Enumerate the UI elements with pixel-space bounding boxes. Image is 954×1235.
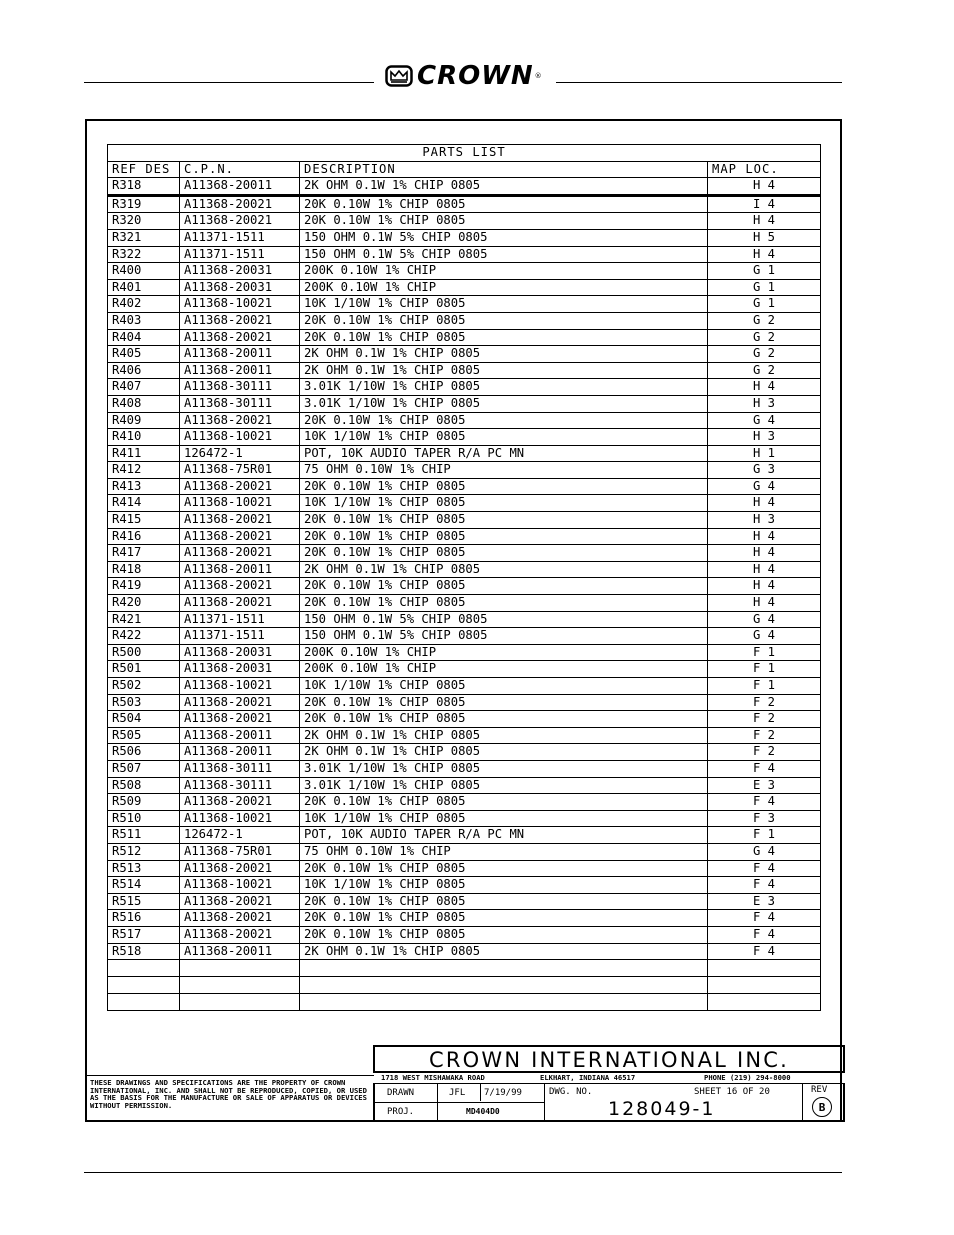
map-loc-cell: H 3 <box>708 429 821 446</box>
map-loc-cell: G 3 <box>708 462 821 479</box>
description-cell: 20K 0.10W 1% CHIP 0805 <box>300 926 708 943</box>
table-row <box>108 296 821 313</box>
table-row <box>108 495 821 512</box>
map-loc-cell: F 2 <box>708 711 821 728</box>
cpn-cell: A11368-20021 <box>180 478 300 495</box>
cpn-cell: A11368-10021 <box>180 678 300 695</box>
map-loc-cell: H 4 <box>708 178 821 196</box>
ref-des-cell: R509 <box>108 794 180 811</box>
table-row <box>108 727 821 744</box>
map-loc-cell: E 3 <box>708 893 821 910</box>
description-cell: 20K 0.10W 1% CHIP 0805 <box>300 794 708 811</box>
ref-des-cell: R512 <box>108 843 180 860</box>
table-row <box>108 346 821 363</box>
logo-text: CROWN <box>417 61 534 91</box>
table-row <box>108 395 821 412</box>
drawn-date: 7/19/99 <box>484 1088 522 1098</box>
ref-des-cell: R507 <box>108 760 180 777</box>
ref-des-cell: R506 <box>108 744 180 761</box>
crown-icon <box>385 65 413 87</box>
ref-des-cell: R420 <box>108 595 180 612</box>
ref-des-cell: R320 <box>108 213 180 230</box>
notice-divider <box>85 1075 374 1076</box>
table-row <box>108 229 821 246</box>
ref-des-cell: R503 <box>108 694 180 711</box>
ref-des-cell: R517 <box>108 926 180 943</box>
table-row <box>108 611 821 628</box>
description-cell: 2K OHM 0.1W 1% CHIP 0805 <box>300 178 708 196</box>
table-row <box>108 877 821 894</box>
map-loc-cell: H 4 <box>708 379 821 396</box>
table-row <box>108 760 821 777</box>
ref-des-cell: R502 <box>108 678 180 695</box>
table-row <box>108 462 821 479</box>
cpn-cell: 126472-1 <box>180 445 300 462</box>
table-row <box>108 711 821 728</box>
description-cell: 2K OHM 0.1W 1% CHIP 0805 <box>300 744 708 761</box>
ref-des-cell: R318 <box>108 178 180 196</box>
table-row <box>108 279 821 296</box>
map-loc-cell: F 1 <box>708 644 821 661</box>
table-row <box>108 661 821 678</box>
ref-des-cell: R405 <box>108 346 180 363</box>
table-row <box>108 777 821 794</box>
map-loc-cell: F 4 <box>708 877 821 894</box>
map-loc-cell: F 4 <box>708 910 821 927</box>
description-cell: 20K 0.10W 1% CHIP 0805 <box>300 329 708 346</box>
cpn-cell: A11368-20011 <box>180 744 300 761</box>
description-cell: 20K 0.10W 1% CHIP 0805 <box>300 312 708 329</box>
cpn-cell: A11368-20011 <box>180 561 300 578</box>
dwg-no-label: DWG. NO. <box>549 1087 593 1097</box>
description-cell: 20K 0.10W 1% CHIP 0805 <box>300 910 708 927</box>
description-cell: 150 OHM 0.1W 5% CHIP 0805 <box>300 246 708 263</box>
map-loc-cell: I 4 <box>708 195 821 213</box>
cpn-cell: A11368-20011 <box>180 362 300 379</box>
ref-des-cell: R409 <box>108 412 180 429</box>
ref-des-cell: R406 <box>108 362 180 379</box>
drawn-by: JFL <box>449 1088 466 1098</box>
header-rule-right <box>556 82 842 83</box>
ref-des-cell: R419 <box>108 578 180 595</box>
cpn-cell: A11368-10021 <box>180 429 300 446</box>
ref-des-cell: R514 <box>108 877 180 894</box>
proj-label: PROJ. <box>387 1107 415 1117</box>
table-row <box>108 694 821 711</box>
parts-list-blank-rows <box>108 960 821 1011</box>
cpn-cell: A11371-1511 <box>180 229 300 246</box>
description-cell: 2K OHM 0.1W 1% CHIP 0805 <box>300 727 708 744</box>
description-cell: 2K OHM 0.1W 1% CHIP 0805 <box>300 362 708 379</box>
table-row <box>108 478 821 495</box>
ref-des-cell: R404 <box>108 329 180 346</box>
map-loc-cell: F 1 <box>708 827 821 844</box>
ref-des-cell: R501 <box>108 661 180 678</box>
description-cell: 150 OHM 0.1W 5% CHIP 0805 <box>300 229 708 246</box>
ref-des-cell: R416 <box>108 528 180 545</box>
cpn-cell: A11368-20021 <box>180 893 300 910</box>
cpn-cell: A11368-20021 <box>180 195 300 213</box>
table-row <box>108 794 821 811</box>
map-loc-cell: G 4 <box>708 478 821 495</box>
description-cell: 10K 1/10W 1% CHIP 0805 <box>300 429 708 446</box>
map-loc-cell: H 4 <box>708 528 821 545</box>
map-loc-cell: F 2 <box>708 727 821 744</box>
description-cell: POT, 10K AUDIO TAPER R/A PC MN <box>300 445 708 462</box>
ref-des-cell: R408 <box>108 395 180 412</box>
table-row <box>108 512 821 529</box>
company-street: 1718 WEST MISHAWAKA ROAD <box>381 1073 485 1082</box>
description-cell: 150 OHM 0.1W 5% CHIP 0805 <box>300 628 708 645</box>
map-loc-cell: F 4 <box>708 860 821 877</box>
ref-des-cell: R511 <box>108 827 180 844</box>
table-row <box>108 810 821 827</box>
table-row <box>108 860 821 877</box>
cpn-cell: A11368-10021 <box>180 495 300 512</box>
table-row <box>108 644 821 661</box>
table-row <box>108 843 821 860</box>
cpn-cell: A11368-20021 <box>180 412 300 429</box>
ref-des-cell: R505 <box>108 727 180 744</box>
map-loc-cell: F 4 <box>708 926 821 943</box>
table-row <box>108 561 821 578</box>
cpn-cell: A11368-30111 <box>180 395 300 412</box>
map-loc-cell: H 4 <box>708 246 821 263</box>
map-loc-cell: F 2 <box>708 694 821 711</box>
table-row <box>108 429 821 446</box>
map-loc-cell: G 1 <box>708 279 821 296</box>
cpn-cell: A11368-20021 <box>180 711 300 728</box>
crown-logo <box>385 62 555 90</box>
map-loc-cell: H 3 <box>708 512 821 529</box>
description-cell: 10K 1/10W 1% CHIP 0805 <box>300 296 708 313</box>
map-loc-cell: H 4 <box>708 561 821 578</box>
description-cell: 200K 0.10W 1% CHIP <box>300 661 708 678</box>
cpn-cell: A11371-1511 <box>180 611 300 628</box>
description-cell: 20K 0.10W 1% CHIP 0805 <box>300 860 708 877</box>
cpn-cell: A11368-20021 <box>180 910 300 927</box>
ref-des-cell: R403 <box>108 312 180 329</box>
divider <box>375 1102 544 1103</box>
blank-row <box>108 960 821 977</box>
ref-des-cell: R414 <box>108 495 180 512</box>
description-cell: 20K 0.10W 1% CHIP 0805 <box>300 595 708 612</box>
ref-des-cell: R518 <box>108 943 180 960</box>
company-city: ELKHART, INDIANA 46517 <box>540 1073 636 1082</box>
description-cell: 3.01K 1/10W 1% CHIP 0805 <box>300 379 708 396</box>
table-row <box>108 678 821 695</box>
table-row <box>108 195 821 213</box>
description-cell: 75 OHM 0.10W 1% CHIP <box>300 843 708 860</box>
divider <box>437 1084 438 1120</box>
table-row <box>108 528 821 545</box>
sheet-number: SHEET 16 OF 20 <box>694 1087 770 1097</box>
map-loc-cell: F 1 <box>708 678 821 695</box>
column-header-description: DESCRIPTION <box>300 161 708 178</box>
map-loc-cell: F 4 <box>708 760 821 777</box>
ref-des-cell: R515 <box>108 893 180 910</box>
table-row <box>108 246 821 263</box>
map-loc-cell: F 4 <box>708 943 821 960</box>
drawing-number: 128049-1 <box>608 1098 716 1120</box>
ref-des-cell: R407 <box>108 379 180 396</box>
map-loc-cell: G 4 <box>708 843 821 860</box>
ref-des-cell: R402 <box>108 296 180 313</box>
table-row <box>108 910 821 927</box>
cpn-cell: A11368-20021 <box>180 329 300 346</box>
parts-list-body <box>108 178 821 960</box>
ref-des-cell: R412 <box>108 462 180 479</box>
description-cell: 200K 0.10W 1% CHIP <box>300 263 708 280</box>
ref-des-cell: R410 <box>108 429 180 446</box>
table-row <box>108 412 821 429</box>
parts-list-table <box>107 144 821 1011</box>
cpn-cell: A11368-20031 <box>180 279 300 296</box>
drawn-label: DRAWN <box>387 1088 415 1098</box>
map-loc-cell: F 3 <box>708 810 821 827</box>
ref-des-cell: R421 <box>108 611 180 628</box>
cpn-cell: A11368-20011 <box>180 178 300 196</box>
divider <box>544 1084 545 1120</box>
description-cell: POT, 10K AUDIO TAPER R/A PC MN <box>300 827 708 844</box>
description-cell: 20K 0.10W 1% CHIP 0805 <box>300 578 708 595</box>
table-row <box>108 545 821 562</box>
cpn-cell: A11371-1511 <box>180 246 300 263</box>
cpn-cell: A11368-10021 <box>180 810 300 827</box>
description-cell: 20K 0.10W 1% CHIP 0805 <box>300 195 708 213</box>
cpn-cell: A11368-20021 <box>180 578 300 595</box>
map-loc-cell: F 2 <box>708 744 821 761</box>
cpn-cell: A11368-10021 <box>180 877 300 894</box>
table-row <box>108 379 821 396</box>
column-header-map-loc: MAP LOC. <box>708 161 821 178</box>
column-header-cpn: C.P.N. <box>180 161 300 178</box>
description-cell: 20K 0.10W 1% CHIP 0805 <box>300 694 708 711</box>
revision-letter: B <box>812 1097 832 1117</box>
map-loc-cell: H 4 <box>708 595 821 612</box>
ref-des-cell: R401 <box>108 279 180 296</box>
ref-des-cell: R418 <box>108 561 180 578</box>
column-header-ref-des: REF DES <box>108 161 180 178</box>
company-name: CROWN INTERNATIONAL INC. <box>373 1045 845 1073</box>
cpn-cell: A11368-20021 <box>180 545 300 562</box>
table-row <box>108 178 821 196</box>
cpn-cell: A11368-20021 <box>180 528 300 545</box>
description-cell: 20K 0.10W 1% CHIP 0805 <box>300 478 708 495</box>
parts-list-title: PARTS LIST <box>108 145 821 162</box>
map-loc-cell: G 4 <box>708 412 821 429</box>
ref-des-cell: R513 <box>108 860 180 877</box>
description-cell: 10K 1/10W 1% CHIP 0805 <box>300 877 708 894</box>
map-loc-cell: H 3 <box>708 395 821 412</box>
ref-des-cell: R411 <box>108 445 180 462</box>
table-row <box>108 595 821 612</box>
map-loc-cell: F 1 <box>708 661 821 678</box>
map-loc-cell: H 4 <box>708 213 821 230</box>
map-loc-cell: G 2 <box>708 346 821 363</box>
table-row <box>108 628 821 645</box>
description-cell: 2K OHM 0.1W 1% CHIP 0805 <box>300 346 708 363</box>
company-phone: PHONE (219) 294-8000 <box>704 1073 791 1082</box>
description-cell: 3.01K 1/10W 1% CHIP 0805 <box>300 760 708 777</box>
description-cell: 200K 0.10W 1% CHIP <box>300 644 708 661</box>
ref-des-cell: R516 <box>108 910 180 927</box>
description-cell: 75 OHM 0.10W 1% CHIP <box>300 462 708 479</box>
ref-des-cell: R321 <box>108 229 180 246</box>
cpn-cell: 126472-1 <box>180 827 300 844</box>
divider <box>802 1084 803 1120</box>
cpn-cell: A11368-20031 <box>180 644 300 661</box>
header-rule-left <box>84 82 374 83</box>
table-row <box>108 263 821 280</box>
cpn-cell: A11368-20011 <box>180 346 300 363</box>
table-row <box>108 744 821 761</box>
cpn-cell: A11368-20031 <box>180 263 300 280</box>
cpn-cell: A11368-75R01 <box>180 843 300 860</box>
map-loc-cell: H 4 <box>708 495 821 512</box>
ref-des-cell: R413 <box>108 478 180 495</box>
cpn-cell: A11368-20021 <box>180 213 300 230</box>
ref-des-cell: R417 <box>108 545 180 562</box>
table-row <box>108 827 821 844</box>
description-cell: 20K 0.10W 1% CHIP 0805 <box>300 412 708 429</box>
description-cell: 3.01K 1/10W 1% CHIP 0805 <box>300 777 708 794</box>
map-loc-cell: G 1 <box>708 296 821 313</box>
description-cell: 20K 0.10W 1% CHIP 0805 <box>300 528 708 545</box>
description-cell: 10K 1/10W 1% CHIP 0805 <box>300 495 708 512</box>
map-loc-cell: H 4 <box>708 545 821 562</box>
map-loc-cell: E 3 <box>708 777 821 794</box>
table-row <box>108 926 821 943</box>
table-row <box>108 329 821 346</box>
ref-des-cell: R322 <box>108 246 180 263</box>
cpn-cell: A11368-20021 <box>180 926 300 943</box>
description-cell: 3.01K 1/10W 1% CHIP 0805 <box>300 395 708 412</box>
table-row <box>108 578 821 595</box>
table-row <box>108 943 821 960</box>
title-block-grid <box>373 1083 845 1122</box>
description-cell: 150 OHM 0.1W 5% CHIP 0805 <box>300 611 708 628</box>
cpn-cell: A11368-30111 <box>180 379 300 396</box>
cpn-cell: A11371-1511 <box>180 628 300 645</box>
rev-label: REV <box>811 1085 828 1095</box>
cpn-cell: A11368-20021 <box>180 794 300 811</box>
footer-rule <box>84 1172 842 1173</box>
description-cell: 10K 1/10W 1% CHIP 0805 <box>300 810 708 827</box>
rev-badge <box>812 1097 832 1117</box>
cpn-cell: A11368-20021 <box>180 860 300 877</box>
description-cell: 20K 0.10W 1% CHIP 0805 <box>300 711 708 728</box>
map-loc-cell: G 1 <box>708 263 821 280</box>
table-row <box>108 445 821 462</box>
description-cell: 20K 0.10W 1% CHIP 0805 <box>300 545 708 562</box>
ref-des-cell: R415 <box>108 512 180 529</box>
table-row <box>108 362 821 379</box>
description-cell: 10K 1/10W 1% CHIP 0805 <box>300 678 708 695</box>
cpn-cell: A11368-30111 <box>180 760 300 777</box>
cpn-cell: A11368-75R01 <box>180 462 300 479</box>
blank-row <box>108 977 821 994</box>
cpn-cell: A11368-20021 <box>180 312 300 329</box>
cpn-cell: A11368-20031 <box>180 661 300 678</box>
ref-des-cell: R400 <box>108 263 180 280</box>
map-loc-cell: H 4 <box>708 578 821 595</box>
table-row <box>108 213 821 230</box>
description-cell: 20K 0.10W 1% CHIP 0805 <box>300 213 708 230</box>
cpn-cell: A11368-20021 <box>180 694 300 711</box>
description-cell: 20K 0.10W 1% CHIP 0805 <box>300 512 708 529</box>
cpn-cell: A11368-20011 <box>180 727 300 744</box>
description-cell: 20K 0.10W 1% CHIP 0805 <box>300 893 708 910</box>
map-loc-cell: H 1 <box>708 445 821 462</box>
table-row <box>108 312 821 329</box>
ref-des-cell: R510 <box>108 810 180 827</box>
cpn-cell: A11368-30111 <box>180 777 300 794</box>
map-loc-cell: G 2 <box>708 329 821 346</box>
description-cell: 2K OHM 0.1W 1% CHIP 0805 <box>300 943 708 960</box>
cpn-cell: A11368-20011 <box>180 943 300 960</box>
description-cell: 2K OHM 0.1W 1% CHIP 0805 <box>300 561 708 578</box>
ref-des-cell: R504 <box>108 711 180 728</box>
proprietary-notice: THESE DRAWINGS AND SPECIFICATIONS ARE THE PROPERTY OF CROWN INTERNATIONAL, INC. AND SHALL NOT BE REPRODUCED, COPIED, OR USED AS THE BASIS FOR THE MANUFACTURE OR SALE OF APPARATUS OR DEVICES WITHOUT PERMISSION. <box>90 1078 367 1110</box>
description-cell: 200K 0.10W 1% CHIP <box>300 279 708 296</box>
cpn-cell: A11368-20021 <box>180 595 300 612</box>
map-loc-cell: G 2 <box>708 312 821 329</box>
map-loc-cell: G 4 <box>708 611 821 628</box>
blank-row <box>108 994 821 1011</box>
divider <box>480 1084 481 1101</box>
ref-des-cell: R319 <box>108 195 180 213</box>
registered-mark: ® <box>534 72 542 80</box>
table-row <box>108 893 821 910</box>
map-loc-cell: H 5 <box>708 229 821 246</box>
map-loc-cell: G 2 <box>708 362 821 379</box>
ref-des-cell: R422 <box>108 628 180 645</box>
project-number: MD404D0 <box>466 1107 500 1116</box>
cpn-cell: A11368-20021 <box>180 512 300 529</box>
ref-des-cell: R508 <box>108 777 180 794</box>
map-loc-cell: F 4 <box>708 794 821 811</box>
cpn-cell: A11368-10021 <box>180 296 300 313</box>
ref-des-cell: R500 <box>108 644 180 661</box>
map-loc-cell: G 4 <box>708 628 821 645</box>
